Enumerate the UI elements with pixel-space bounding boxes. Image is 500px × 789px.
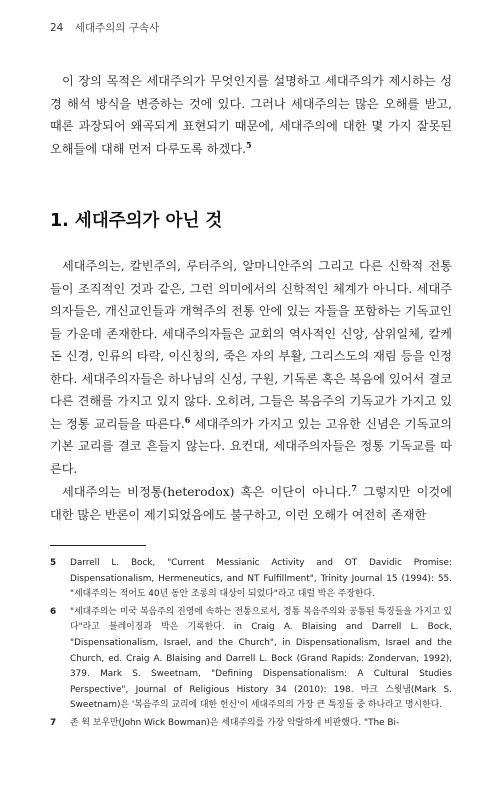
intro-paragraph <box>50 70 452 160</box>
running-title: 세대주의의 구속사 <box>74 22 160 34</box>
footnote-ref-6[interactable]: 6 <box>184 414 191 425</box>
footnote-5 <box>50 556 452 603</box>
footnote-text: Darrell L. Bock, "Current Messianic Activity and OT Davidic Promise: Dispensationalism, Hermeneutics, and NT Fulfillment", Trinity Journal 15 (1994): 55. "세대주의는 적어도 40년 동안 조롱의 대상이 되었다"라고 대럴 박은 주장한다. <box>70 558 452 600</box>
body-paragraph-2-tail: 그렇지만 이것에 대한 많은 반론이 제기되었음에도 불구하고, 이런 오해가 여전히 존재한 <box>50 485 452 522</box>
footnote-divider <box>50 545 146 546</box>
body-paragraph-2 <box>50 481 452 526</box>
body-paragraph-1-text: 세대주의는, 칼빈주의, 루터주의, 알마니안주의 그리고 다른 신학적 전통들이 조직적인 것과 같은, 그런 의미에서의 신학적인 체계가 아니다. 세대주의자들은, 개신교인들과 개혁주의 전통 안에 있는 자들을 포함하는 기독교인들 가운데 존재한다. 세대주의자들은 교회의 역사적인 신앙, 삼위일체, 칼케돈 신경, 인류의 타락, 이신칭의, 죽은 자의 부활, 그리스도의 재림 등을 인정한다. 세대주의자들은 하나님의 신성, 구원, 기독론 혹은 복음에 있어서 결코 다른 견해를 가지고 있지 않다. 오히려, 그들은 복음주의 기독교가 가지고 있는 정통 교리들을 따른다. <box>50 259 452 431</box>
body-paragraph-1 <box>50 255 452 480</box>
footnote-7 <box>50 716 452 732</box>
body-paragraph-2-text: 세대주의는 비정통(heterodox) 혹은 이단이 아니다. <box>62 485 352 499</box>
body-paragraph-1-tail: 세대주의가 가지고 있는 고유한 신념은 기독교의 기본 교리를 결코 흔들지 않는다. 요컨대, 세대주의자들은 정통 기독교를 따른다. <box>50 416 452 476</box>
footnote-number: 6 <box>50 606 57 617</box>
page-number: 24 <box>50 22 64 34</box>
footnote-text: "세대주의는 미국 복음주의 진영에 속하는 전통으로서, 정통 복음주의와 공통된 특징들을 가지고 있다"라고 블레이징과 박은 기록한다. in Craig A. Blaising and Darrell L. Bock, "Dispensationalism, Israel, and the Church", in Dispensationalism, Israel and the Church, ed. Craig A. Blaising and Darrell L. Bock (Grand Rapids: Zondervan, 1992), 379. Mark S. Sweetnam, "Defining Dispensationalism: A Cultural Studies Perspective", Journal of Religious History 34 (2010): 198. 마크 스윗냄(Mark S. Sweetnam)은 '복음주의 교리에 대한 헌신'이 세대주의의 가장 큰 특징들 중 하나라고 명시한다. <box>70 606 452 711</box>
footnote-number: 5 <box>50 558 57 568</box>
footnote-ref-7[interactable]: 7 <box>351 482 357 493</box>
section-heading: 1. 세대주의가 아닌 것 <box>50 211 223 231</box>
running-header <box>50 20 159 35</box>
footnote-number: 7 <box>50 717 57 728</box>
footnotes <box>50 556 452 734</box>
footnote-ref-5[interactable]: 5 <box>245 139 252 150</box>
intro-text: 이 장의 목적은 세대주의가 무엇인지를 설명하고 세대주의가 제시하는 성경 해석 방식을 변증하는 것에 있다. 그러나 세대주의는 많은 오해를 받고, 때론 과장되어 왜곡되게 표현되기 때문에, 세대주의에 대한 몇 가지 잘못된 오해들에 대해 먼저 다루도록 하겠다. <box>50 74 452 156</box>
footnote-text: 존 윅 보우만(John Wick Bowman)은 세대주의를 가장 악랄하게 비판했다. "The Bi- <box>70 717 400 728</box>
footnote-6 <box>50 605 452 714</box>
